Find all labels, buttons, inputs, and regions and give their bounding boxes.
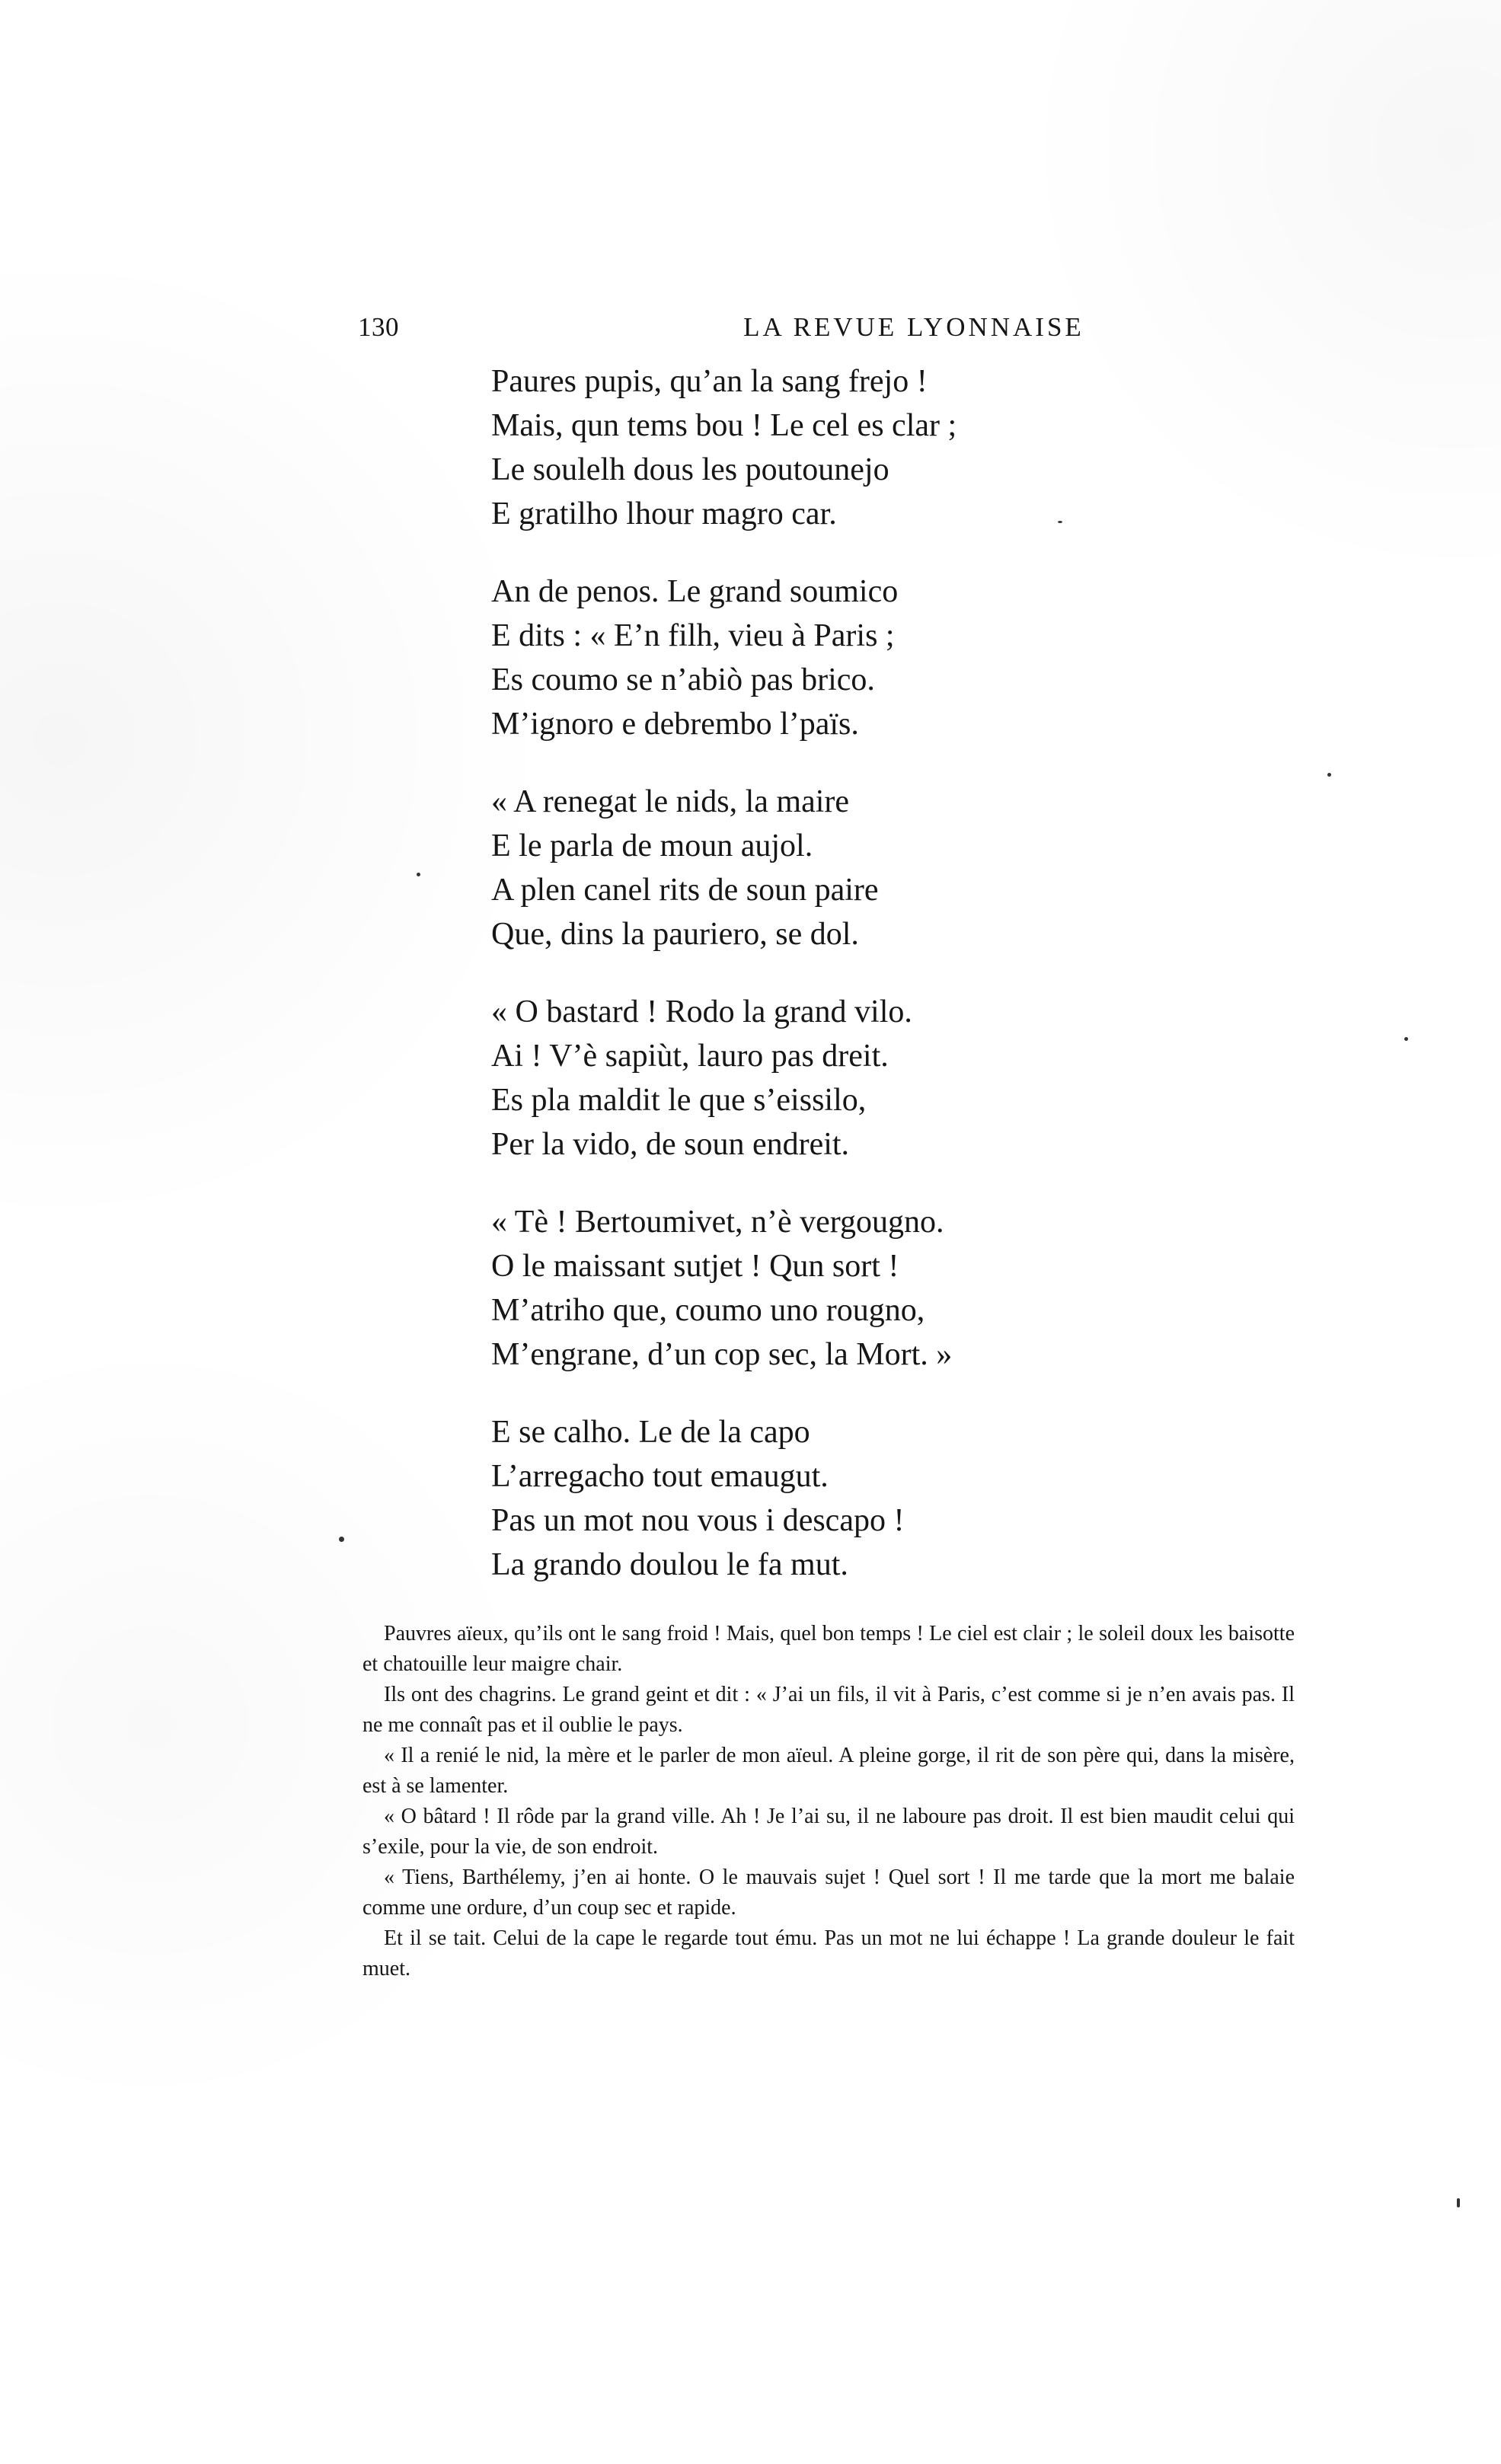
scan-speck: [339, 1537, 344, 1542]
scan-speck: [1404, 1037, 1408, 1041]
poem-line: M’atriho que, coumo uno rougno,: [491, 1293, 925, 1328]
poem-line: « Tè ! Bertoumivet, n’è vergougno.: [491, 1205, 944, 1240]
poem-line: Pas un mot nou vous i descapo !: [491, 1503, 905, 1538]
poem-line: La grando doulou le fa mut.: [491, 1547, 848, 1582]
page-number: 130: [358, 312, 399, 342]
stanza-3: [491, 780, 1070, 956]
scan-speck: [417, 873, 420, 876]
stanza-4: [491, 990, 1070, 1167]
poem-line: Mais, qun tems bou ! Le cel es clar ;: [491, 408, 957, 443]
poem-line: Que, dins la pauriero, se dol.: [491, 917, 859, 952]
running-title: LA REVUE LYONNAISE: [743, 312, 1084, 342]
poem-line: « O bastard ! Rodo la grand vilo.: [491, 994, 912, 1029]
translation-paragraph: « O bâtard ! Il rôde par la grand ville. Ah ! Je l’ai su, il ne laboure pas droit. Il est bien maudit celui qui s’exile, pour la vie, de son endroit.: [362, 1805, 1295, 1859]
poem-line: Es coumo se n’abiò pas brico.: [491, 662, 875, 697]
poem-line: M’engrane, d’un cop sec, la Mort. »: [491, 1337, 953, 1372]
translation-paragraph: « Tiens, Barthélemy, j’en ai honte. O le mauvais sujet ! Quel sort ! Il me tarde que la mort me balaie comme une ordure, d’un coup sec et rapide.: [362, 1866, 1295, 1920]
stanza-6: [491, 1410, 1070, 1587]
stanza-5: [491, 1200, 1070, 1377]
scan-speck: [1058, 521, 1062, 523]
poem-line: A plen canel rits de soun paire: [491, 873, 879, 908]
poem-line: O le maissant sutjet ! Qun sort !: [491, 1249, 899, 1284]
stanza-2: [491, 570, 1070, 746]
poem-line: « A renegat le nids, la maire: [491, 784, 850, 819]
poem-line: L’arregacho tout emaugut.: [491, 1459, 829, 1494]
poem-line: E gratilho lhour magro car.: [491, 496, 837, 531]
scan-speck: [1457, 2198, 1460, 2207]
poem-line: E se calho. Le de la capo: [491, 1415, 810, 1450]
poem-line: Ai ! V’è sapiùt, lauro pas dreit.: [491, 1039, 889, 1074]
poem-line: Paures pupis, qu’an la sang frejo !: [491, 364, 928, 399]
poem-line: Le soulelh dous les poutounejo: [491, 452, 889, 487]
translation-paragraph: Et il se tait. Celui de la cape le regarde tout ému. Pas un mot ne lui échappe ! La grande douleur le fait muet.: [362, 1926, 1295, 1980]
poem-line: Es pla maldit le que s’eissilo,: [491, 1083, 867, 1118]
translation-paragraph: Ils ont des chagrins. Le grand geint et dit : « J’ai un fils, il vit à Paris, c’est comme si je n’en avais pas. Il ne me connaît pas et il oublie le pays.: [362, 1683, 1295, 1737]
poem-line: E dits : « E’n filh, vieu à Paris ;: [491, 618, 895, 653]
scan-speck: [1327, 773, 1331, 777]
page-header: [358, 312, 1269, 349]
french-translation: [362, 1619, 1295, 1984]
poem: [491, 359, 1070, 1620]
translation-paragraph: Pauvres aïeux, qu’ils ont le sang froid ! Mais, quel bon temps ! Le ciel est clair ; le soleil doux les baisotte et chatouille leur maigre chair.: [362, 1622, 1295, 1676]
poem-line: An de penos. Le grand soumico: [491, 574, 899, 609]
stanza-1: [491, 359, 1070, 536]
translation-paragraph: « Il a renié le nid, la mère et le parler de mon aïeul. A pleine gorge, il rit de son père qui, dans la misère, est à se lamenter.: [362, 1744, 1295, 1798]
poem-line: Per la vido, de soun endreit.: [491, 1127, 850, 1162]
poem-line: M’ignoro e debrembo l’païs.: [491, 707, 859, 742]
poem-line: E le parla de moun aujol.: [491, 828, 813, 863]
